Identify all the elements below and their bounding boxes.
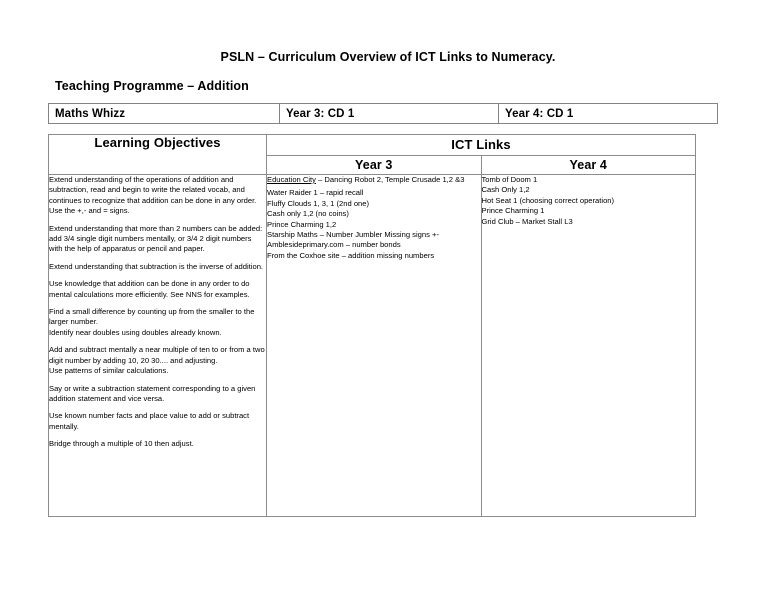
year3-link-item: Cash only 1,2 (no coins) <box>267 209 349 219</box>
objective-item: Use knowledge that addition can be done in any order to do mental calculations more efficiently. See NNS for examples. <box>49 279 250 299</box>
cell-year3-ict-links <box>267 175 482 517</box>
year3-link-item: Amblesideprimary.com – number bonds <box>267 240 401 250</box>
document-subtitle: Teaching Programme – Addition <box>55 79 249 93</box>
cd-resource-label: Maths Whizz <box>49 104 280 124</box>
year4-link-item: Grid Club – Market Stall L3 <box>481 216 573 226</box>
objective-item: Extend understanding of the operations of addition and subtraction, read and begin to write the related vocab, and continues to recognize that addition can be done in any order. Use the +,- and = signs. <box>49 175 257 216</box>
objective-item: Bridge through a multiple of 10 then adjust. <box>49 439 194 449</box>
table-header-row-primary <box>49 135 696 156</box>
header-year-4: Year 4 <box>481 156 696 175</box>
year3-link-item: Starship Maths – Number Jumbler Missing signs +- <box>267 230 439 240</box>
table-row <box>49 104 718 124</box>
year3-link-item: Water Raider 1 – rapid recall <box>267 188 364 198</box>
education-city-link: Education City <box>267 175 316 184</box>
objective-item: Add and subtract mentally a near multiple of ten to or from a two digit number by adding 10, 20 30.... and adjusting. <box>49 345 265 365</box>
cd-year3-label: Year 3: CD 1 <box>280 104 499 124</box>
objective-item: Extend understanding that subtraction is the inverse of addition. <box>49 261 264 271</box>
document-title: PSLN – Curriculum Overview of ICT Links to Numeracy. <box>220 50 556 64</box>
year3-link-item: Prince Charming 1,2 <box>267 219 337 229</box>
header-ict-links: ICT Links <box>267 135 696 156</box>
year4-link-item: Tomb of Doom 1 <box>481 175 538 184</box>
objective-item: Use known number facts and place value to add or subtract mentally. <box>49 411 250 431</box>
year4-link-item: Prince Charming 1 <box>481 206 545 216</box>
cell-year4-ict-links <box>481 175 696 517</box>
year4-link-item: Cash Only 1,2 <box>481 185 530 195</box>
cd-reference-table <box>48 103 718 124</box>
year3-lead-line <box>267 175 481 185</box>
objective-item: Extend understanding that more than 2 numbers can be added: add 3/4 single digit numbers mentally, or 3/4 2 digit numbers with the help of apparatus or pencil and paper. <box>49 223 263 254</box>
cell-learning-objectives <box>49 175 267 517</box>
table-body-row <box>49 175 696 517</box>
header-learning-objectives: Learning Objectives <box>49 135 267 175</box>
education-city-detail: – Dancing Robot 2, Temple Crusade 1,2 &3 <box>315 175 465 184</box>
objective-item: Say or write a subtraction statement corresponding to a given addition statement and vice versa. <box>49 383 256 403</box>
header-year-3: Year 3 <box>267 156 482 175</box>
year3-link-item: Fluffy Clouds 1, 3, 1 (2nd one) <box>267 198 370 208</box>
objective-item: Find a small difference by counting up from the smaller to the larger number. <box>49 307 255 327</box>
objective-item: Identify near doubles using doubles already known. <box>49 327 222 337</box>
objective-group <box>49 307 266 338</box>
objective-item: Use patterns of similar calculations. <box>49 366 169 376</box>
year4-link-item: Hot Seat 1 (choosing correct operation) <box>481 195 615 205</box>
objective-group <box>49 345 266 376</box>
curriculum-overview-table <box>48 134 696 517</box>
year3-link-item: From the Coxhoe site – addition missing numbers <box>267 250 435 260</box>
cd-year4-label: Year 4: CD 1 <box>499 104 718 124</box>
